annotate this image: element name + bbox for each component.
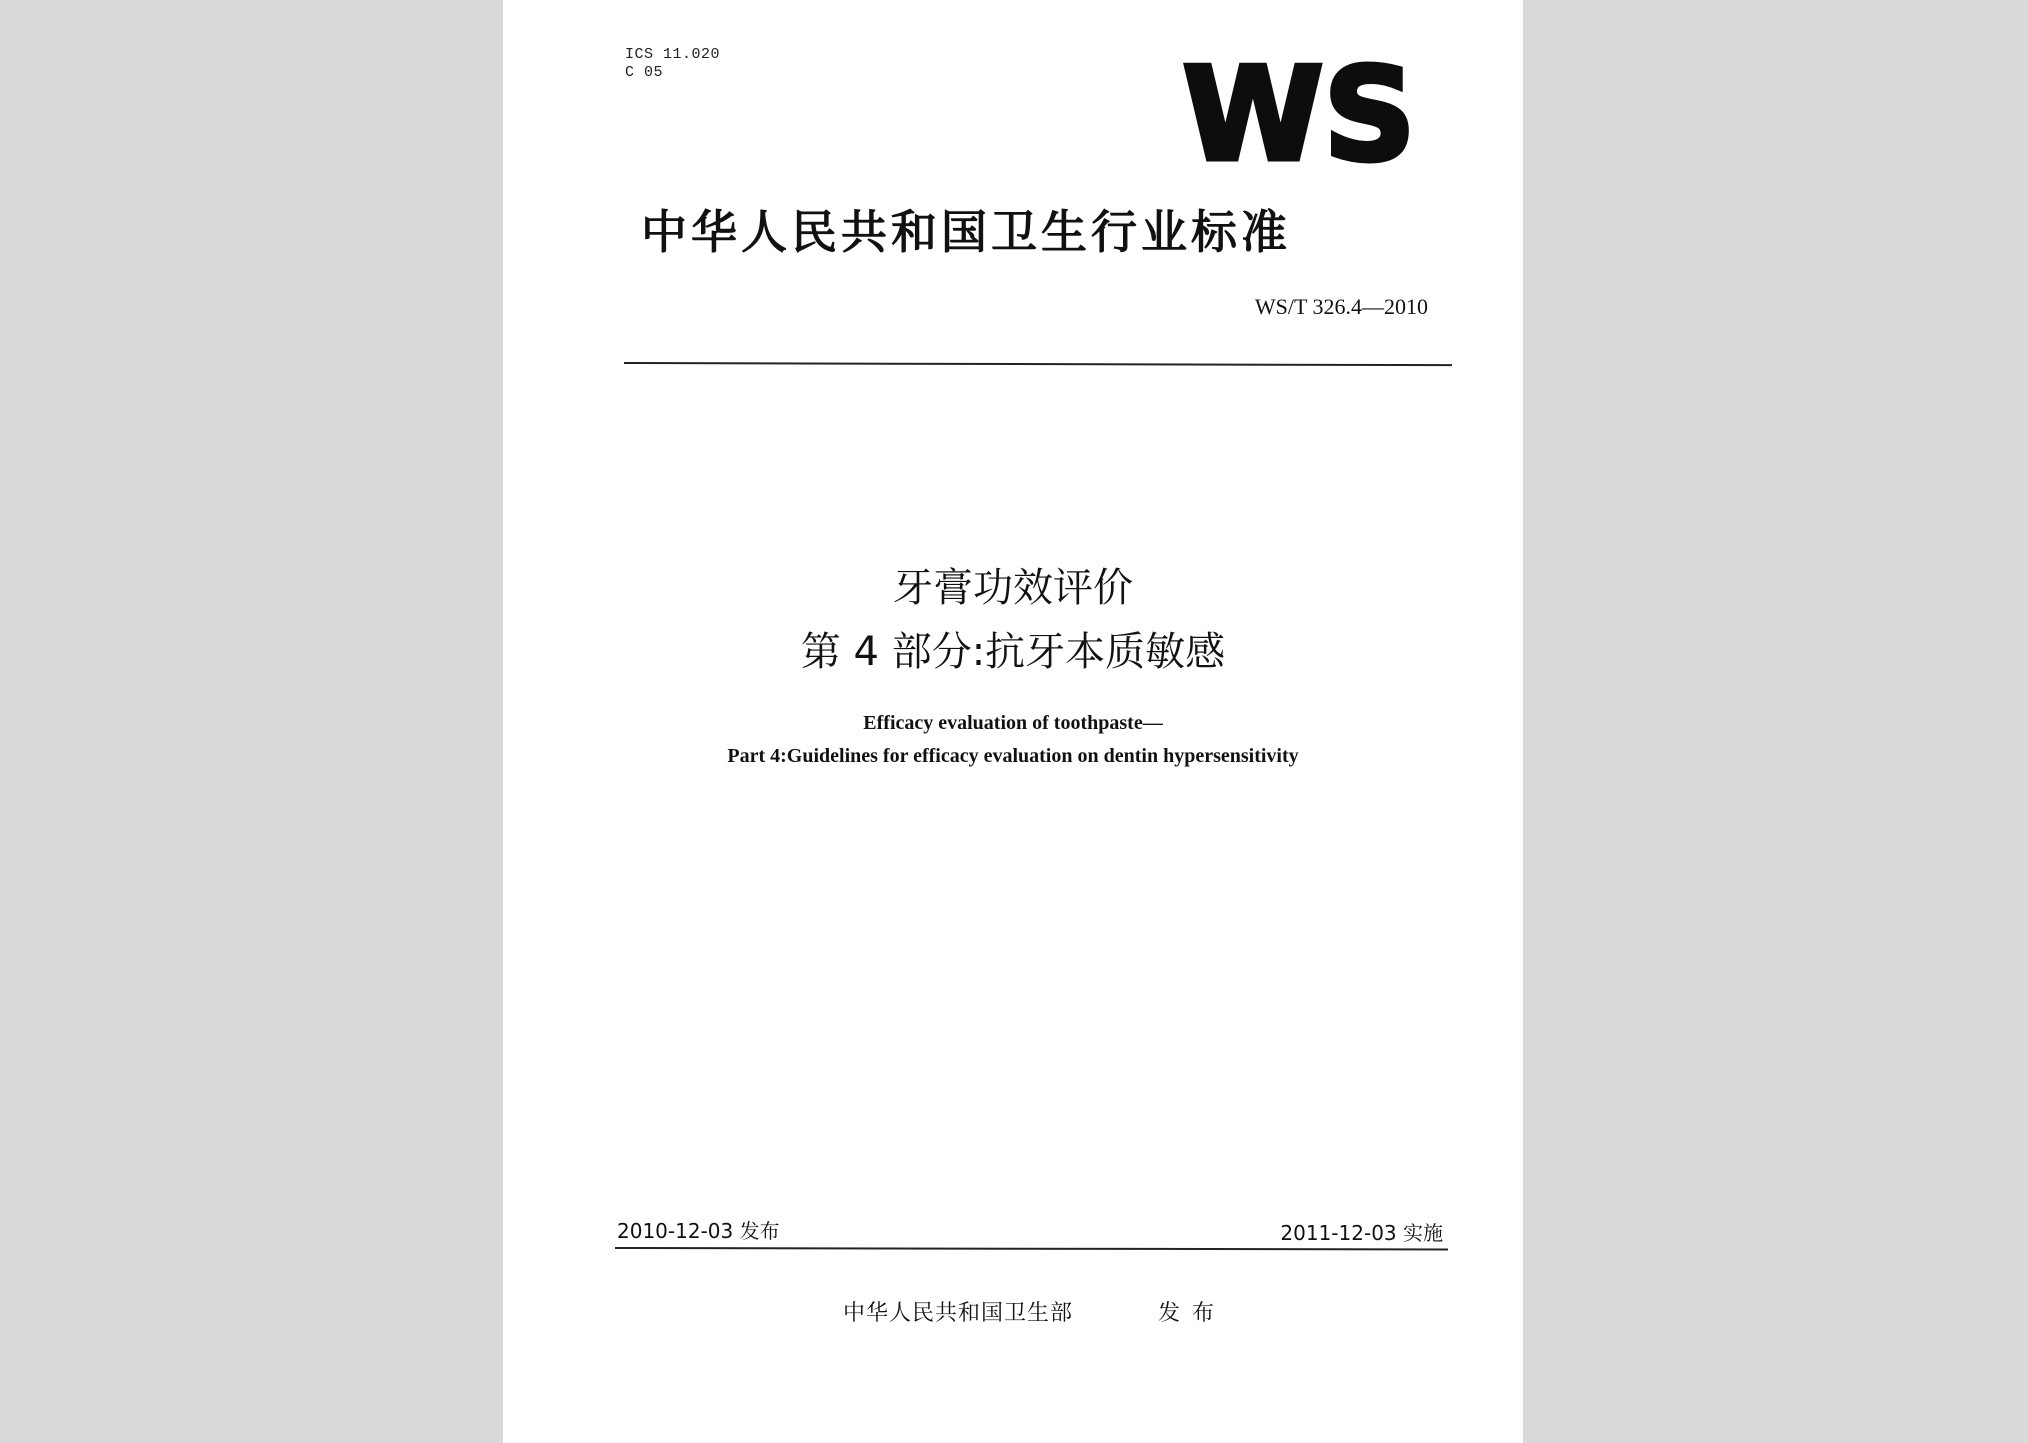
ws-logo bbox=[1182, 41, 1416, 190]
ics-code: ICS 11.020 bbox=[625, 46, 721, 63]
chinese-title-line-2: 第 4 部分:抗牙本质敏感 bbox=[800, 629, 1226, 675]
standard-number: WS/T 326.4—2010 bbox=[1254, 294, 1428, 319]
ccs-code: C 05 bbox=[625, 64, 664, 81]
chinese-title-line-1: 牙膏功效评价 bbox=[893, 565, 1133, 611]
ws-logo-text: WS bbox=[1182, 41, 1416, 190]
footer-divider bbox=[615, 1247, 1448, 1250]
english-title-line-2: Part 4:Guidelines for efficacy evaluation on dentin hypersensitivity bbox=[727, 745, 1299, 767]
publish-label: 发布 bbox=[1158, 1301, 1227, 1326]
publisher-name: 中华人民共和国卫生部 bbox=[843, 1301, 1074, 1326]
document-page bbox=[503, 0, 1523, 1443]
standard-category-title: 中华人民共和国卫生行业标准 bbox=[641, 205, 1291, 259]
english-title-line-1: Efficacy evaluation of toothpaste— bbox=[863, 712, 1163, 734]
issue-date: 2010-12-03 发布 bbox=[617, 1219, 780, 1243]
ws-logo-graphic bbox=[1182, 41, 1416, 190]
header-divider bbox=[624, 362, 1452, 366]
implementation-date: 2011-12-03 实施 bbox=[1280, 1221, 1443, 1245]
classification-codes bbox=[625, 46, 720, 82]
